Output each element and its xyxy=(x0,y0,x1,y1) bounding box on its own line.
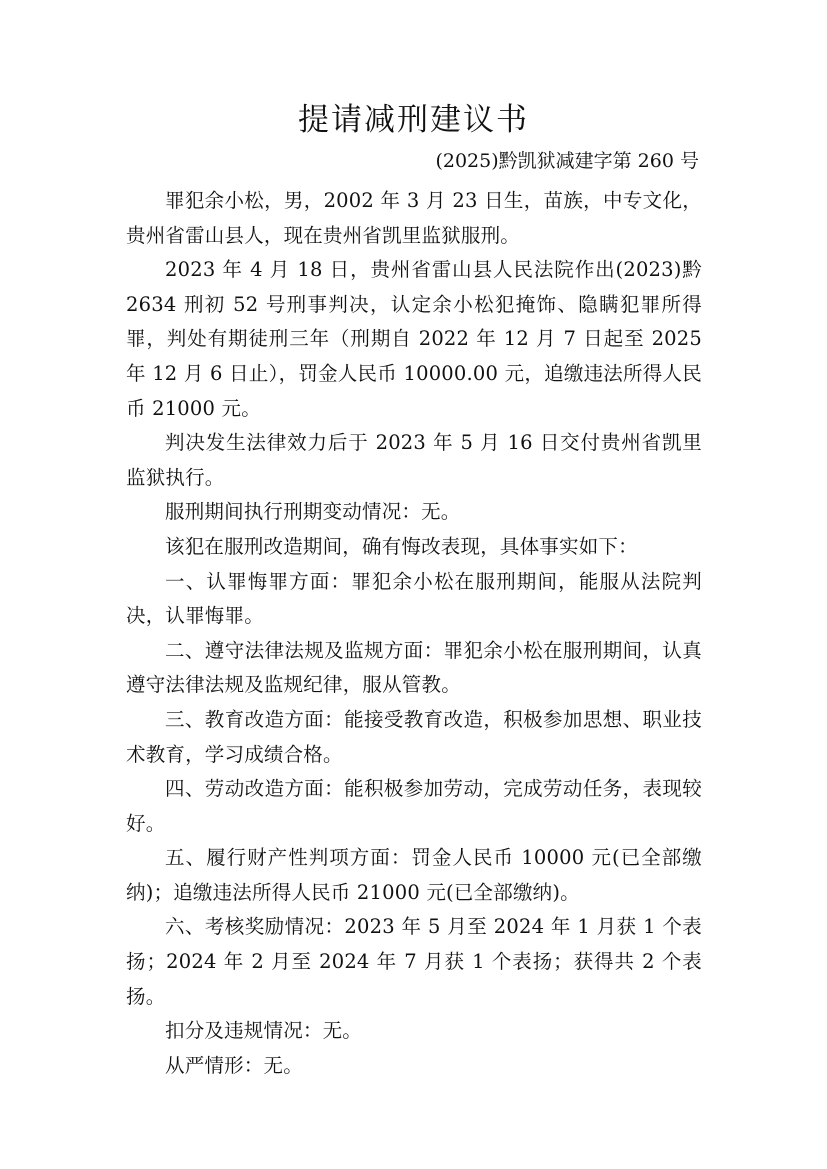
paragraph-judgment: 2023 年 4 月 18 日，贵州省雷山县人民法院作出(2023)黔 2634 刑初 52 号刑事判决，认定余小松犯掩饰、隐瞒犯罪所得罪，判处有期徒刑三年（刑期自 2022 年 12 月 7 日起至 2025 年 12 月 6 日止），罚金人民币 10000.00 元，追缴违法所得人民币 21000 元。 xyxy=(126,258,702,420)
paragraph-rewards: 六、考核奖励情况：2023 年 5 月至 2024 年 1 月获 1 个表扬；2024 年 2 月至 2024 年 7 月获 1 个表扬；获得共 2 个表扬。 xyxy=(126,915,702,1008)
paragraph-confession: 一、认罪悔罪方面：罪犯余小松在服刑期间，能服从法院判决，认罪悔罪。 xyxy=(126,569,702,628)
paragraph-sentence-changes: 服刑期间执行刑期变动情况：无。 xyxy=(165,500,461,524)
document-body xyxy=(126,184,702,1083)
paragraph-strict-circumstances: 从严情形：无。 xyxy=(165,1053,303,1077)
paragraph-property-penalty: 五、履行财产性判项方面：罚金人民币 10000 元(已全部缴纳)；追缴违法所得人民币 21000 元(已全部缴纳)。 xyxy=(126,846,702,904)
paragraph-delivery: 判决发生法律效力后于 2023 年 5 月 16 日交付贵州省凯里监狱执行。 xyxy=(126,431,702,489)
document-title: 提请减刑建议书 xyxy=(298,102,529,138)
paragraph-education: 三、教育改造方面：能接受教育改造，积极参加思想、职业技术教育，学习成绩合格。 xyxy=(126,707,702,766)
paragraph-labor: 四、劳动改造方面：能积极参加劳动，完成劳动任务，表现较好。 xyxy=(126,777,702,835)
paragraph-deductions: 扣分及违规情况：无。 xyxy=(165,1019,363,1043)
paragraph-criminal-info: 罪犯余小松，男，2002 年 3 月 23 日生，苗族，中专文化，贵州省雷山县人，现在贵州省凯里监狱服刑。 xyxy=(126,189,702,247)
document-number: (2025)黔凯狱减建字第 260 号 xyxy=(435,150,699,172)
paragraph-repentance-intro: 该犯在服刑改造期间，确有悔改表现，具体事实如下： xyxy=(165,534,638,558)
paragraph-law-compliance: 二、遵守法律法规及监规方面：罪犯余小松在服刑期间，认真遵守法律法规及监规纪律，服从管教。 xyxy=(126,638,702,697)
